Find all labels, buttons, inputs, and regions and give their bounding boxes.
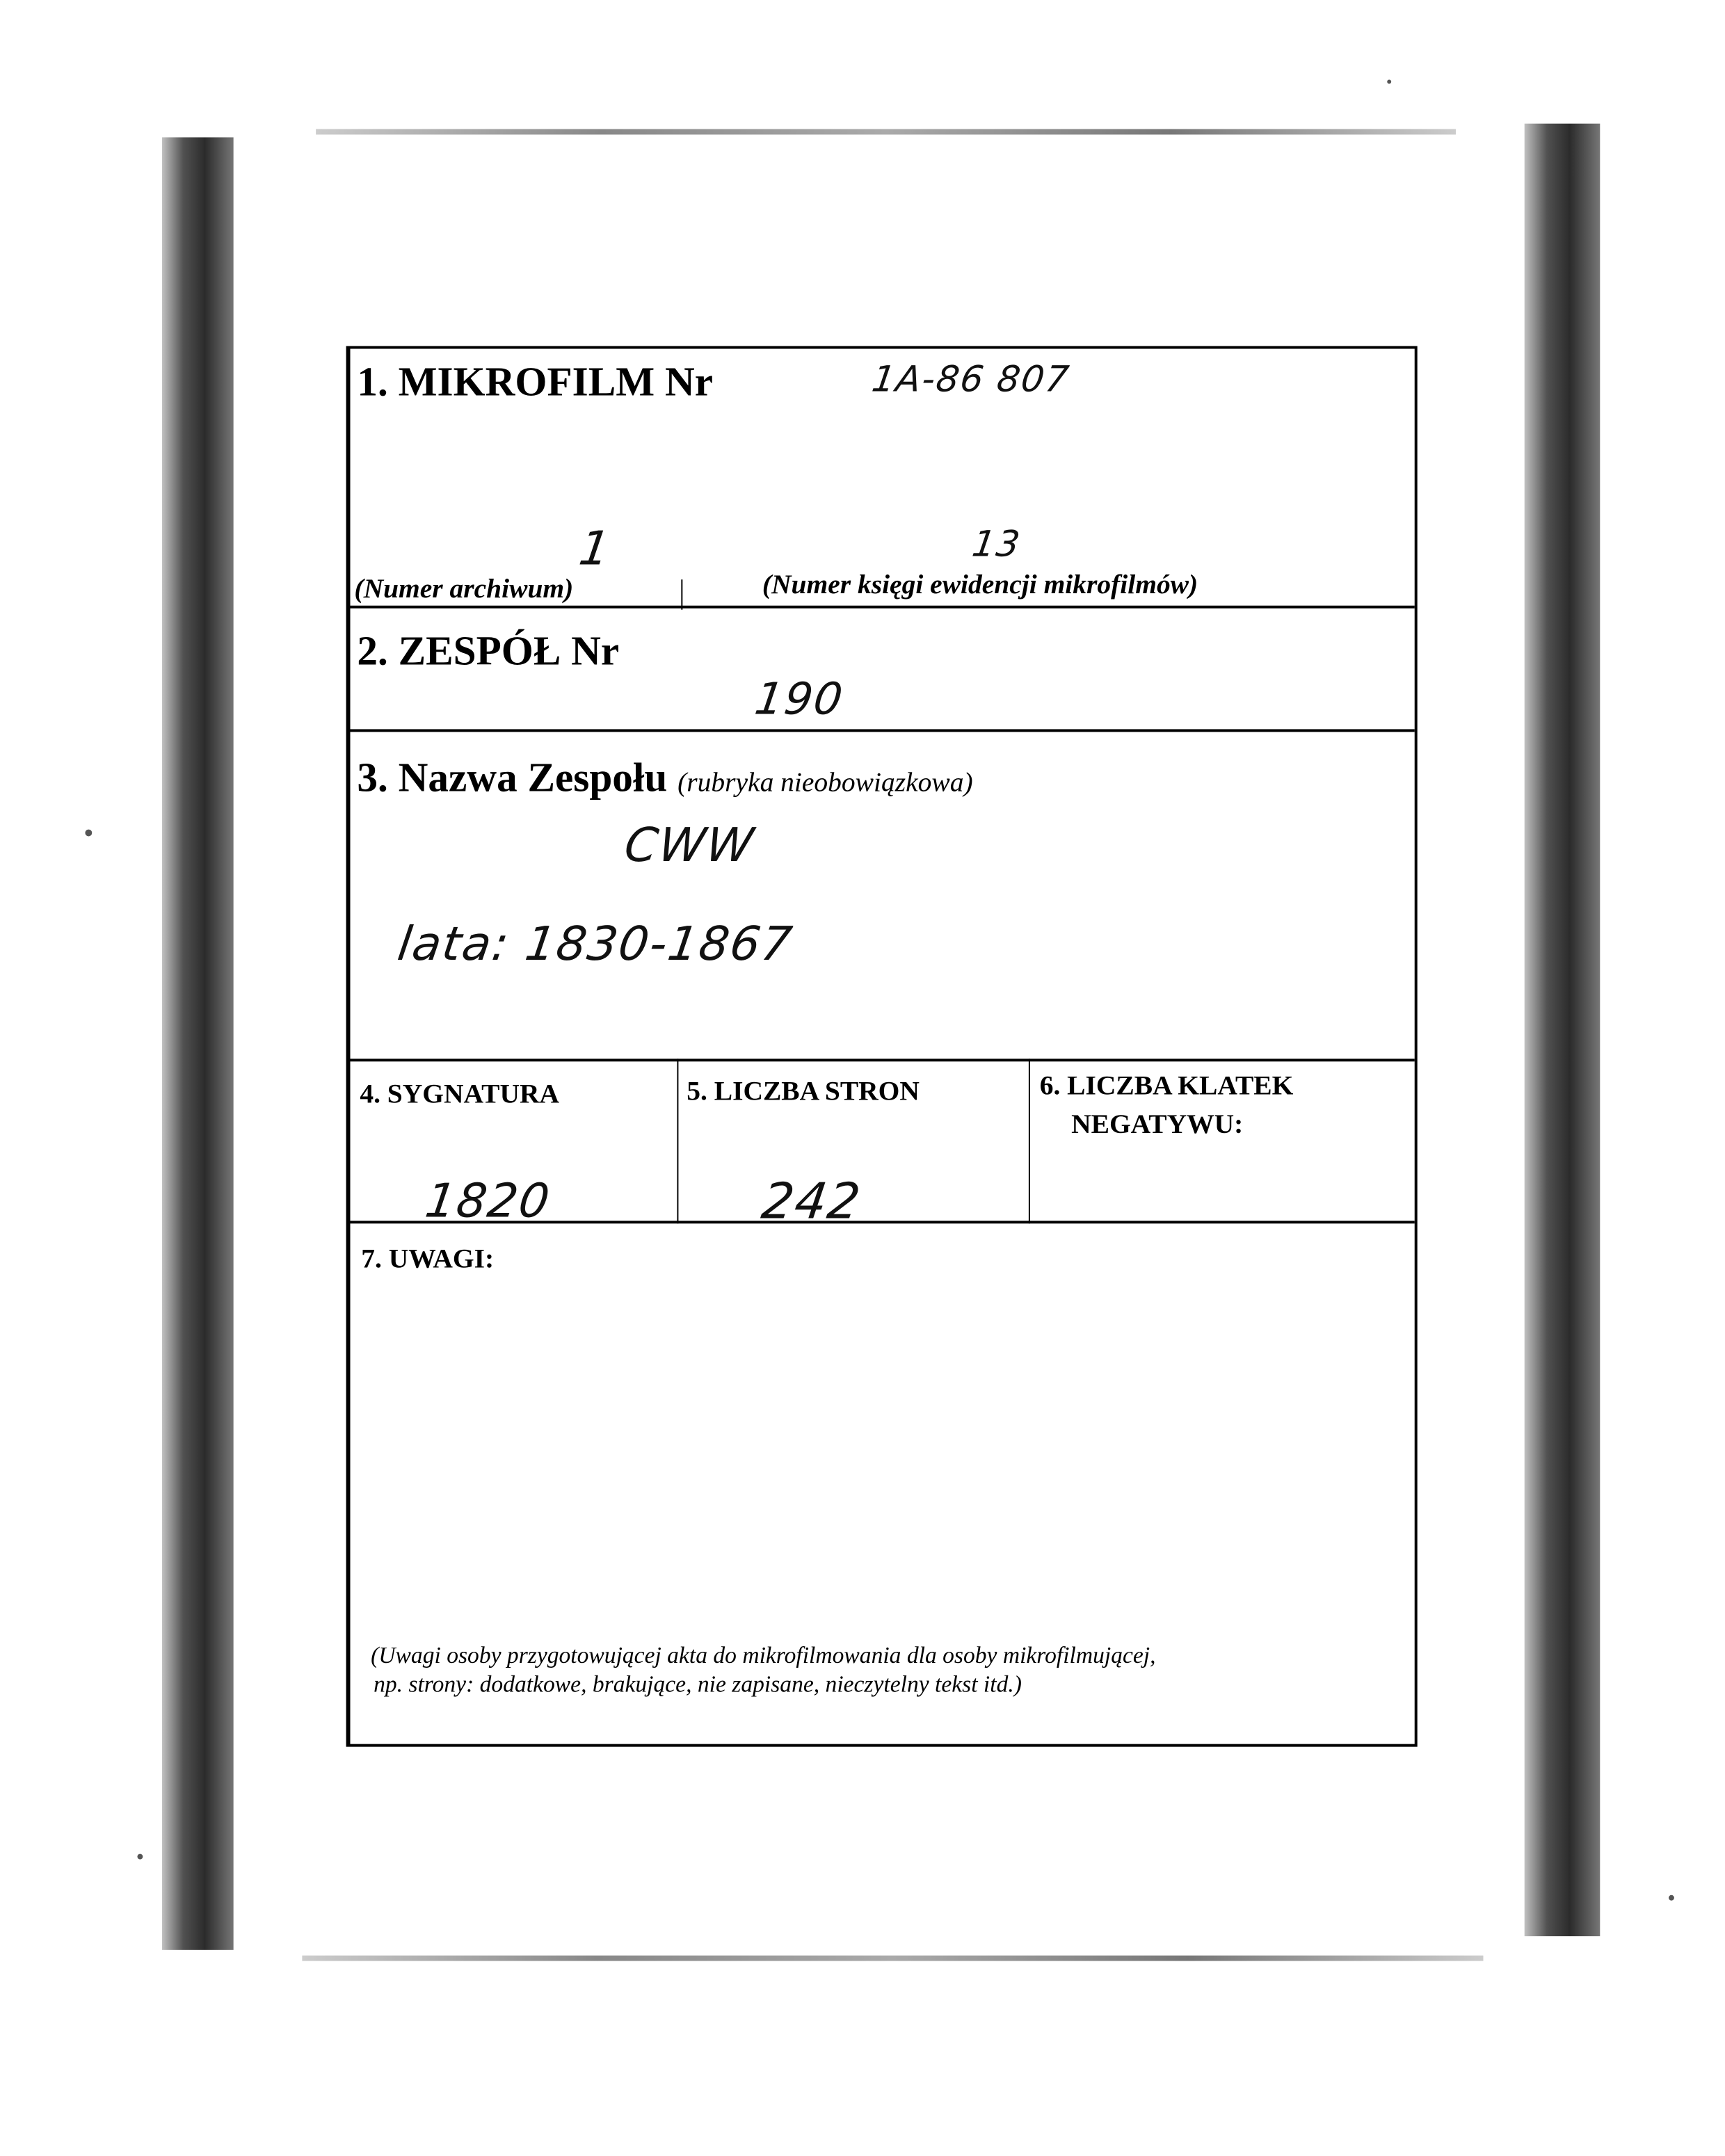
footnote-line2: np. strony: dodatkowe, brakujące, nie zapisane, nieczytelny tekst itd.) (374, 1671, 1022, 1698)
footnote-line1: (Uwagi osoby przygotowującej akta do mikrofilmowania dla osoby mikrofilmującej, (371, 1642, 1156, 1669)
field2-value: 190 (751, 673, 847, 725)
microfilm-form (346, 346, 1418, 1747)
field6-label-line2: NEGATYWU: (1071, 1109, 1244, 1140)
field3-value-line1: CWW (620, 818, 758, 874)
field4-value: 1820 (422, 1174, 554, 1230)
field7-label: 7. UWAGI: (361, 1244, 495, 1275)
field5-label: 5. LICZBA STRON (687, 1077, 920, 1107)
field1-label: 1. MIKROFILM Nr (357, 360, 714, 405)
speck (85, 830, 92, 837)
col-divider (1029, 1059, 1030, 1223)
field5-value: 242 (758, 1174, 865, 1231)
register-number-label: (Numer księgi ewidencji mikrofilmów) (762, 570, 1198, 600)
register-number-value: 13 (969, 524, 1024, 566)
film-edge-right (1525, 124, 1600, 1936)
top-edge (316, 129, 1456, 135)
field2-label: 2. ZESPÓŁ Nr (357, 629, 620, 675)
field4-label: 4. SYGNATURA (360, 1079, 560, 1110)
field3-note: (rubryka nieobowiązkowa) (677, 767, 973, 798)
bottom-edge (302, 1956, 1483, 1961)
field3-value-line2: lata: 1830-1867 (394, 917, 796, 972)
archive-number-value: 1 (575, 522, 615, 577)
row-divider (350, 1059, 1414, 1061)
col-divider (681, 579, 682, 609)
archive-number-label: (Numer archiwum) (354, 574, 574, 604)
field3-label (357, 755, 972, 802)
speck (1387, 80, 1391, 84)
row-divider (350, 729, 1414, 732)
field6-label-line1: 6. LICZBA KLATEK (1039, 1071, 1294, 1102)
field1-value: 1A-86 807 (869, 360, 1073, 401)
row-divider (350, 606, 1414, 609)
col-divider (677, 1059, 678, 1223)
speck (1669, 1895, 1674, 1901)
speck (137, 1854, 143, 1860)
field3-title: 3. Nazwa Zespołu (357, 755, 668, 801)
film-edge-left (162, 137, 234, 1949)
